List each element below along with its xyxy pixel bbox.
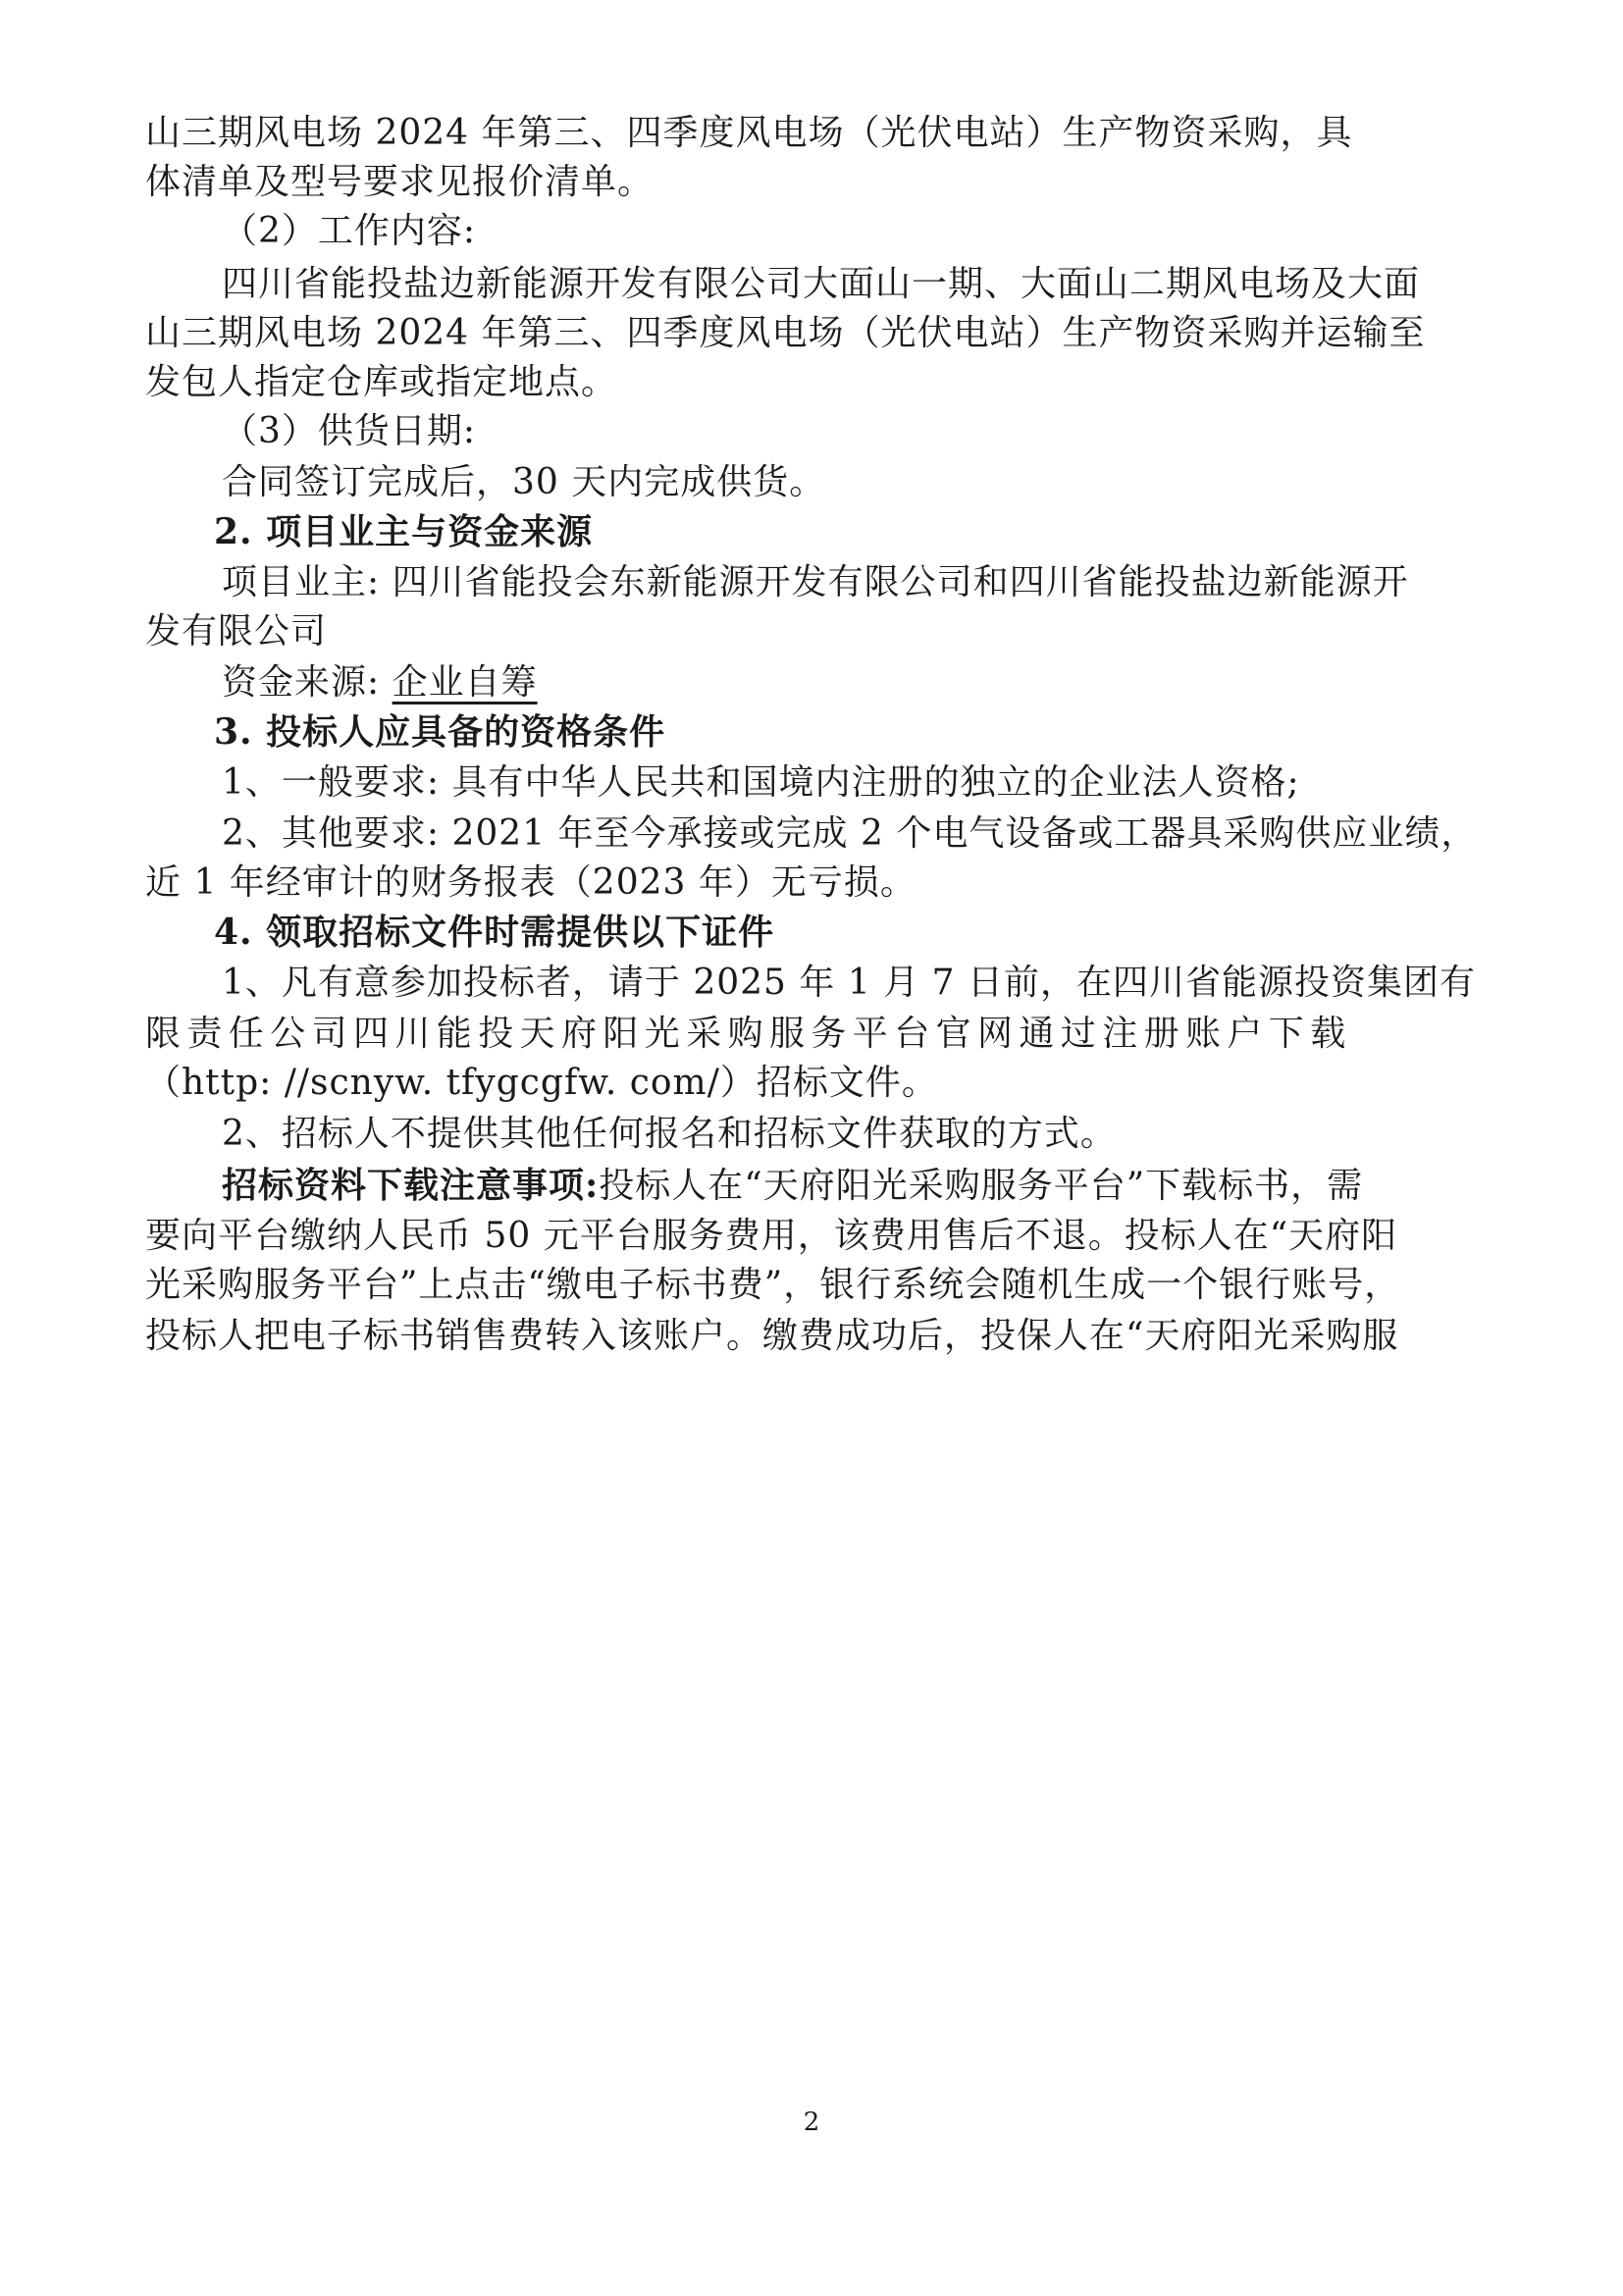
- body-line: 项目业主: 四川省能投会东新能源开发有限公司和四川省能投盐边新能源开: [222, 562, 1409, 602]
- section-heading: 3. 投标人应具备的资格条件: [214, 711, 666, 753]
- item-heading: （2）工作内容:: [222, 211, 477, 251]
- body-line: 山三期风电场 2024 年第三、四季度风电场（光伏电站）生产物资采购并运输至: [145, 313, 1426, 353]
- funding-label: 资金来源:: [222, 662, 393, 703]
- body-line: 2、招标人不提供其他任何报名和招标文件获取的方式。: [222, 1114, 1117, 1154]
- notice-label: 招标资料下载注意事项:: [222, 1165, 600, 1206]
- notice-text: 投标人在“天府阳光采购服务平台”下载标书，需: [599, 1166, 1364, 1206]
- funding-line: [222, 661, 1556, 704]
- body-line: 发有限公司: [145, 611, 328, 652]
- body-line: 要向平台缴纳人民币 50 元平台服务费用，该费用售后不退。投标人在“天府阳: [145, 1216, 1398, 1256]
- section-heading: 2. 项目业主与资金来源: [214, 511, 594, 552]
- body-line: 发包人指定仓库或指定地点。: [145, 362, 618, 402]
- page-number: 2: [803, 2108, 820, 2137]
- funding-value: 企业自筹: [392, 662, 538, 703]
- body-line: 1、凡有意参加投标者，请于 2025 年 1 月 7 日前，在四川省能源投资集团有: [222, 963, 1476, 1003]
- body-line: 四川省能投盐边新能源开发有限公司大面山一期、大面山二期风电场及大面: [222, 264, 1421, 304]
- body-line: 山三期风电场 2024 年第三、四季度风电场（光伏电站）生产物资采购，具: [145, 113, 1353, 153]
- body-line: 合同签订完成后，30 天内完成供货。: [222, 462, 826, 502]
- notice-line: [222, 1164, 1556, 1208]
- body-line: 限责任公司四川能投天府阳光采购服务平台官网通过注册账户下载: [145, 1014, 1352, 1054]
- body-line: 2、其他要求: 2021 年至今承接或完成 2 个电气设备或工器具采购供应业绩，: [222, 813, 1478, 854]
- body-line: 投标人把电子标书销售费转入该账户。缴费成功后，投保人在“天府阳光采购服: [145, 1316, 1399, 1356]
- body-line: 1、一般要求: 具有中华人民共和国境内注册的独立的企业法人资格;: [222, 762, 1300, 803]
- body-line: 体清单及型号要求见报价清单。: [145, 162, 654, 202]
- body-line: 近 1 年经审计的财务报表（2023 年）无亏损。: [145, 862, 916, 903]
- body-line: 光采购服务平台”上点击“缴电子标书费”，银行系统会随机生成一个银行账号，: [145, 1265, 1401, 1305]
- section-heading: 4. 领取招标文件时需提供以下证件: [214, 912, 775, 953]
- body-line-url: （http: //scnyw. tfygcgfw. com/）招标文件。: [145, 1063, 938, 1103]
- item-heading: （3）供货日期:: [222, 411, 477, 451]
